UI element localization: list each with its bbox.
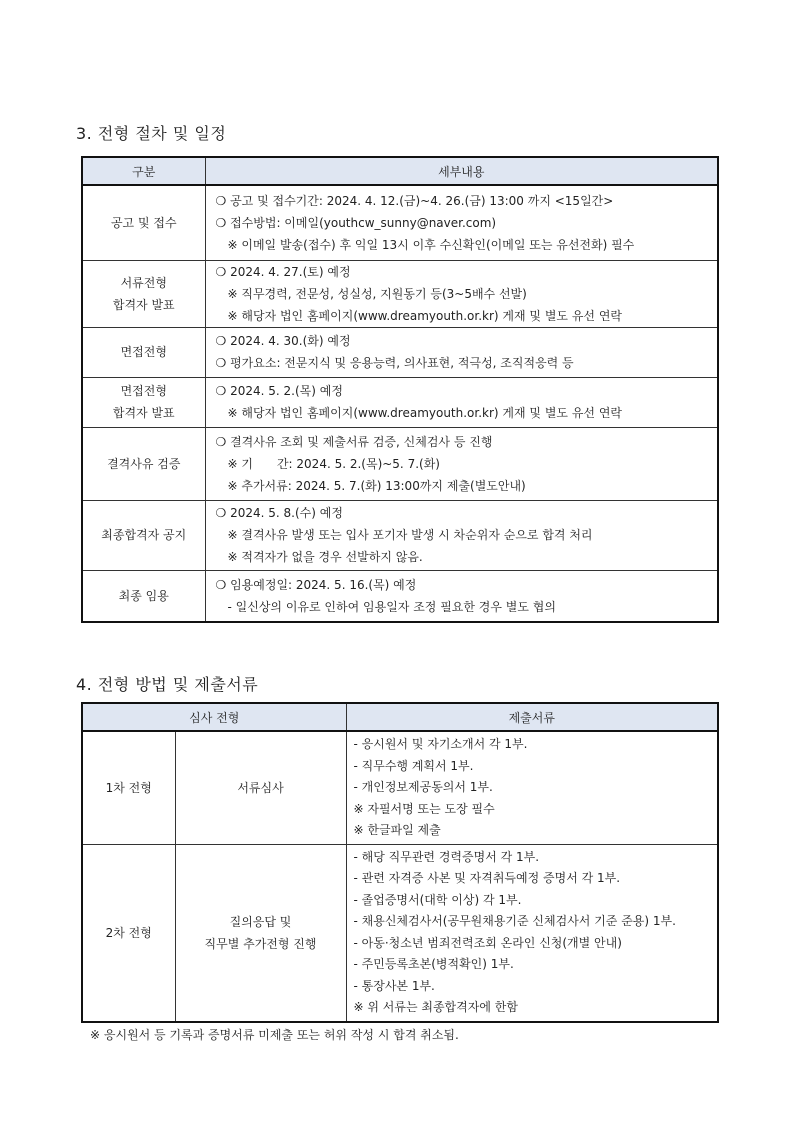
schedule-row-label: [82, 260, 205, 327]
schedule-row: [82, 377, 718, 427]
detail-line: ※ 직무경력, 전문성, 성실성, 지원동기 등(3~5배수 선발): [227, 286, 527, 301]
schedule-header-row: [82, 157, 718, 185]
header-documents: 제출서류: [346, 703, 718, 731]
document-item: - 응시원서 및 자기소개서 각 1부.: [353, 737, 528, 751]
schedule-row: [82, 427, 718, 500]
header-details: 세부내용: [205, 157, 718, 185]
documents-table: [81, 702, 719, 1023]
schedule-row: [82, 327, 718, 377]
detail-line: ❍ 2024. 4. 27.(토) 예정: [215, 264, 351, 279]
document-item: - 졸업증명서(대학 이상) 각 1부.: [353, 892, 522, 907]
method-label: [175, 731, 346, 844]
detail-line: ❍ 2024. 4. 30.(화) 예정: [215, 334, 351, 348]
schedule-row-label: [82, 377, 205, 427]
label-line: 면접전형: [120, 384, 167, 398]
document-item: ※ 자필서명 또는 도장 필수: [353, 801, 495, 816]
footnote: ※ 응시원서 등 기록과 증명서류 미제출 또는 허위 작성 시 합격 취소됨.: [90, 1028, 459, 1042]
detail-line: ❍ 결격사유 조회 및 제출서류 검증, 신체검사 등 진행: [215, 434, 493, 449]
detail-line: ※ 해당자 법인 홈페이지(www.dreamyouth.or.kr) 게재 및 별도 유선 연락: [227, 406, 623, 420]
label-line: 결격사유 검증: [107, 456, 181, 471]
detail-line: ※ 이메일 발송(접수) 후 익일 13시 이후 수신확인(이메일 또는 유선전화) 필수: [227, 237, 635, 252]
detail-line: ❍ 2024. 5. 8.(수) 예정: [215, 506, 343, 520]
detail-line: ※ 기 간: 2024. 5. 2.(목)~5. 7.(화): [227, 456, 440, 471]
document-item: - 통장사본 1부.: [353, 978, 435, 993]
label-line: 공고 및 접수: [110, 215, 177, 230]
header-category: 구분: [82, 157, 205, 185]
documents-row: [82, 844, 718, 1022]
detail-line: ❍ 2024. 5. 2.(목) 예정: [215, 384, 343, 398]
schedule-row-label: [82, 185, 205, 260]
document-item: - 주민등록초본(병적확인) 1부.: [353, 957, 514, 971]
stage-label: 1차 전형: [82, 731, 175, 844]
label-line: 합격자 발표: [112, 297, 175, 312]
schedule-row: [82, 185, 718, 260]
document-item: - 개인정보제공동의서 1부.: [353, 780, 493, 794]
detail-line: ※ 해당자 법인 홈페이지(www.dreamyouth.or.kr) 게재 및 별도 유선 연락: [227, 308, 623, 323]
method-label: [175, 844, 346, 1022]
detail-line: ※ 적격자가 없을 경우 선발하지 않음.: [227, 550, 423, 564]
documents-row: [82, 731, 718, 844]
schedule-row-label: [82, 427, 205, 500]
method-line: 서류심사: [237, 780, 284, 795]
schedule-row: [82, 570, 718, 622]
schedule-row-label: [82, 500, 205, 570]
documents-list: [346, 731, 718, 844]
schedule-row-details: [205, 327, 718, 377]
documents-list: [346, 844, 718, 1022]
schedule-table: [81, 156, 719, 623]
label-line: 합격자 발표: [112, 406, 175, 420]
document-item: ※ 위 서류는 최종합격자에 한함: [353, 1000, 518, 1014]
schedule-row: [82, 500, 718, 570]
schedule-row-label: [82, 327, 205, 377]
document-item: - 아동·청소년 범죄전력조회 온라인 신청(개별 안내): [353, 935, 622, 950]
detail-line: - 일신상의 이유로 인하여 임용일자 조정 필요한 경우 별도 협의: [227, 599, 556, 614]
detail-line: ❍ 공고 및 접수기간: 2024. 4. 12.(금)~4. 26.(금) 13:00 까지 <15일간>: [215, 193, 614, 208]
documents-header-row: [82, 703, 718, 731]
detail-line: ❍ 임용예정일: 2024. 5. 16.(목) 예정: [215, 577, 417, 592]
schedule-row-details: [205, 570, 718, 622]
detail-line: ❍ 평가요소: 전문지식 및 응용능력, 의사표현, 적극성, 조직적응력 등: [215, 356, 574, 370]
document-item: - 채용신체검사서(공무원채용기준 신체검사서 기준 준용) 1부.: [353, 914, 676, 928]
label-line: 서류전형: [120, 275, 167, 290]
document-item: ※ 한글파일 제출: [353, 823, 441, 837]
label-line: 최종합격자 공지: [101, 528, 187, 542]
schedule-row-details: [205, 500, 718, 570]
label-line: 면접전형: [120, 345, 167, 359]
section-4-title: 4. 전형 방법 및 제출서류: [76, 675, 259, 694]
detail-line: ※ 추가서류: 2024. 5. 7.(화) 13:00까지 제출(별도안내): [227, 478, 526, 493]
detail-line: ❍ 접수방법: 이메일(youthcw_sunny@naver.com): [215, 215, 497, 230]
schedule-row-details: [205, 185, 718, 260]
section-3-title: 3. 전형 절차 및 일정: [76, 124, 227, 143]
method-line: 질의응답 및: [229, 914, 292, 929]
method-line: 직무별 추가전형 진행: [204, 936, 317, 951]
label-line: 최종 임용: [118, 588, 169, 603]
schedule-row-details: [205, 427, 718, 500]
schedule-row-label: [82, 570, 205, 622]
document-item: - 해당 직무관련 경력증명서 각 1부.: [353, 849, 540, 864]
schedule-row-details: [205, 377, 718, 427]
schedule-row-details: [205, 260, 718, 327]
document-item: - 관련 자격증 사본 및 자격취득예정 증명서 각 1부.: [353, 871, 621, 885]
schedule-row: [82, 260, 718, 327]
header-screening: 심사 전형: [82, 703, 346, 731]
stage-label: 2차 전형: [82, 844, 175, 1022]
detail-line: ※ 결격사유 발생 또는 입사 포기자 발생 시 차순위자 순으로 합격 처리: [227, 528, 593, 542]
document-item: - 직무수행 계획서 1부.: [353, 758, 474, 773]
